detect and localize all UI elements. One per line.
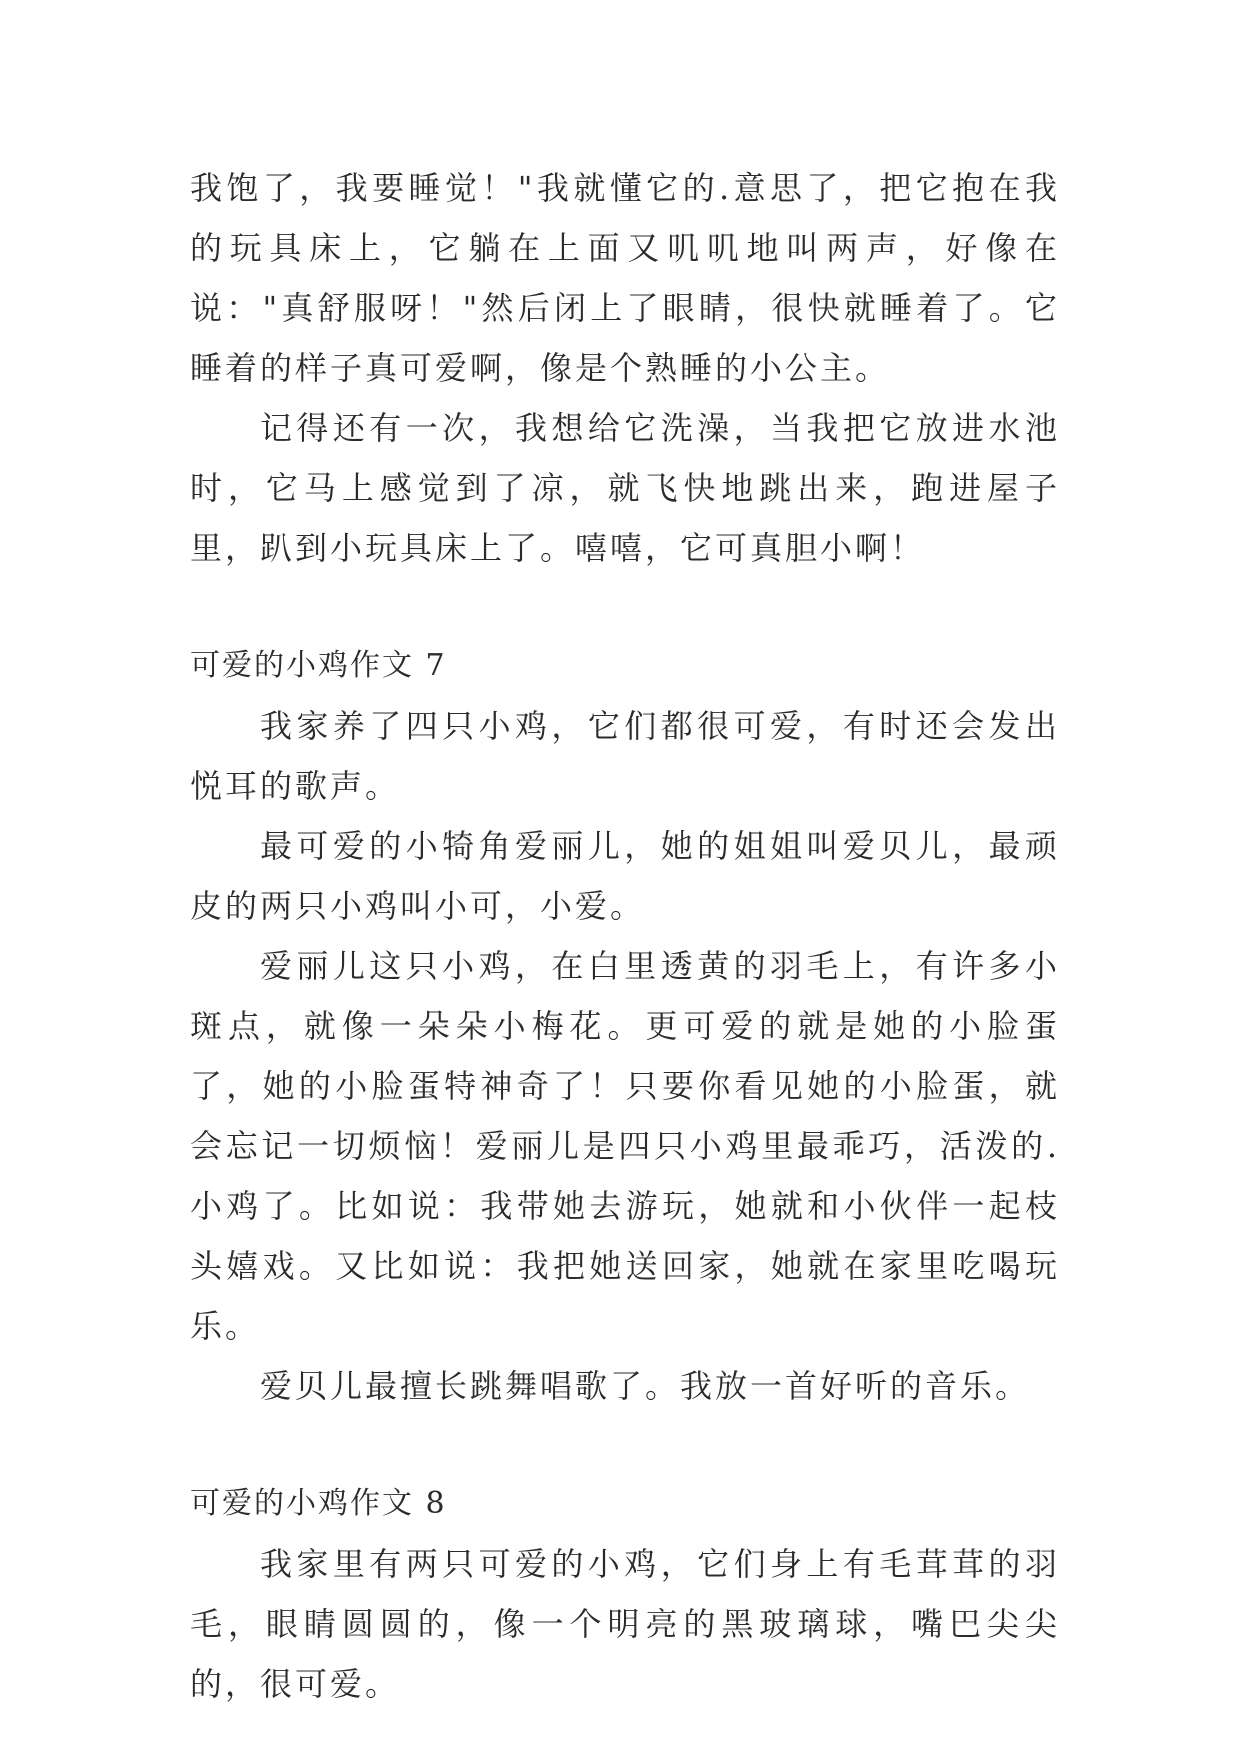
section-gap	[190, 578, 1060, 636]
section-heading: 可爱的小鸡作文 8	[190, 1486, 447, 1521]
paragraph: 记得还有一次，我想给它洗澡，当我把它放进水池时，它马上感觉到了凉，就飞快地跳出来，跑进屋子里，趴到小玩具床上了。嘻嘻，它可真胆小啊！	[190, 409, 1060, 567]
paragraph: 我家养了四只小鸡，它们都很可爱，有时还会发出悦耳的歌声。	[190, 707, 1060, 805]
paragraph: 我家里有两只可爱的小鸡，它们身上有毛茸茸的羽毛，眼睛圆圆的，像一个明亮的黑玻璃球，嘴巴尖尖的，很可爱。	[190, 1545, 1060, 1703]
section-gap	[190, 1416, 1060, 1474]
paragraph: 爱贝儿最擅长跳舞唱歌了。我放一首好听的音乐。	[260, 1367, 1031, 1405]
paragraph: 最可爱的小犄角爱丽儿，她的姐姐叫爱贝儿，最顽皮的两只小鸡叫小可，小爱。	[190, 827, 1060, 925]
paragraph-continuation: 我饱了，我要睡觉！"我就懂它的.意思了，把它抱在我的玩具床上，它躺在上面又叽叽地叫两声，好像在说："真舒服呀！"然后闭上了眼睛，很快就睡着了。它睡着的样子真可爱啊，像是个熟睡的小公主。	[190, 169, 1060, 387]
paragraph: 爱丽儿这只小鸡，在白里透黄的羽毛上，有许多小斑点，就像一朵朵小梅花。更可爱的就是她的小脸蛋了，她的小脸蛋特神奇了！只要你看见她的小脸蛋，就会忘记一切烦恼！爱丽儿是四只小鸡里最乖巧，活泼的.小鸡了。比如说：我带她去游玩，她就和小伙伴一起枝头嬉戏。又比如说：我把她送回家，她就在家里吃喝玩乐。	[190, 947, 1060, 1345]
document-body	[190, 158, 1060, 1714]
section-heading: 可爱的小鸡作文 7	[190, 648, 447, 683]
